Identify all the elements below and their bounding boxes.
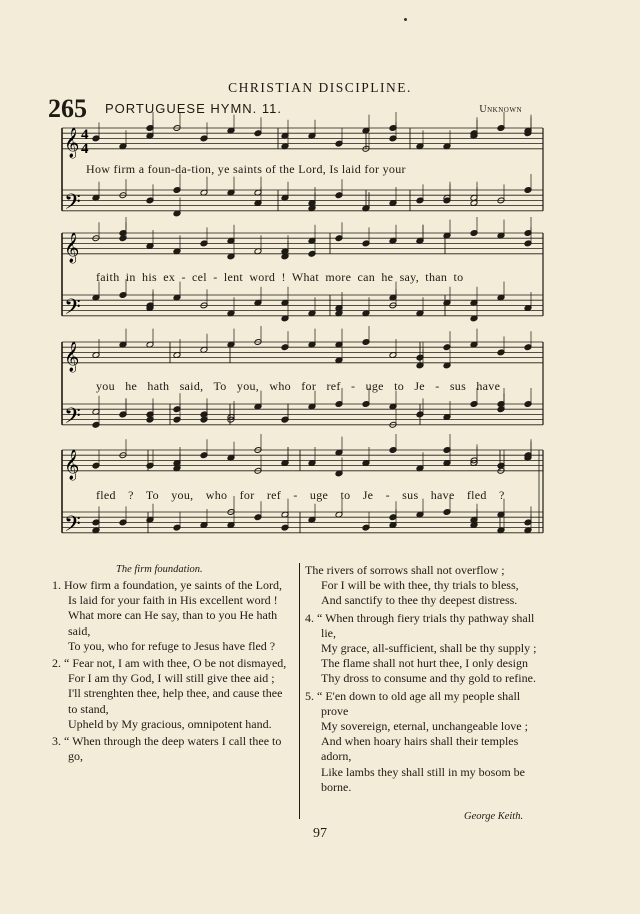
verse-line: To you, who for refuge to Jesus have fled ? xyxy=(68,638,276,653)
verse-line: 2. “ Fear not, I am with thee, O be not dismayed, xyxy=(52,656,287,671)
verse-line: My sovereign, eternal, unchangeable love ; xyxy=(321,719,528,734)
verse-3-continued xyxy=(305,563,547,609)
verse-line: 5. “ E'en down to old age all my people shall prove xyxy=(305,688,521,718)
verse-line: The rivers of sorrows shall not overflow ; xyxy=(305,563,505,577)
clef-symbol: 𝄢 xyxy=(64,403,81,434)
verse-line: Thy dross to consume and thy gold to refine. xyxy=(321,671,536,686)
verse-line: 3. “ When through the deep waters I call thee to go, xyxy=(52,734,282,764)
verse-heading: The firm foundation. xyxy=(116,564,203,575)
lyric-line-3: you he hath said, To you, who for ref - uge to Je - sus have xyxy=(96,379,501,393)
clef-symbol: 𝄢 xyxy=(64,294,81,325)
verse-1 xyxy=(52,578,294,654)
verse-line: Like lambs they shall still in my bosom be borne. xyxy=(321,764,525,794)
verse-line: Upheld by My gracious, omnipotent hand. xyxy=(68,716,272,731)
column-divider xyxy=(299,563,300,819)
clef-symbol: 𝄞 xyxy=(64,127,80,158)
time-signature-top: 4 xyxy=(81,127,89,143)
verse-4 xyxy=(305,611,547,687)
author-attribution: George Keith. xyxy=(464,811,524,822)
clef-symbol: 𝄞 xyxy=(64,449,80,480)
lyric-line-4: fled ? To you, who for ref - uge to Je - sus have fled ? xyxy=(96,488,505,502)
lyric-line-1: How firm a foun-da-tion, ye saints of the Lord, Is laid for your xyxy=(86,162,406,176)
clef-symbol: 𝄞 xyxy=(64,232,80,263)
verse-3 xyxy=(52,734,294,764)
verses-right-column xyxy=(305,563,547,797)
verse-line: The flame shall not hurt thee, I only design xyxy=(321,656,528,671)
page-number: 97 xyxy=(313,826,327,841)
verse-line: And when hoary hairs shall their temples adorn, xyxy=(321,734,519,764)
clef-symbol: 𝄢 xyxy=(64,189,81,220)
section-title: CHRISTIAN DISCIPLINE. xyxy=(228,80,412,95)
verse-line: I'll strenghten thee, help thee, and cause thee to stand, xyxy=(68,686,283,716)
clef-symbols xyxy=(64,127,81,542)
time-signature-bottom: 4 xyxy=(81,141,89,157)
clef-symbol: 𝄞 xyxy=(64,341,80,372)
staff-lines xyxy=(62,128,543,533)
verse-5 xyxy=(305,689,547,795)
verse-line: 4. “ When through fiery trials thy pathway shall lie, xyxy=(305,610,535,640)
verse-line: For I will be with thee, thy trials to bless, xyxy=(321,578,519,593)
verse-2 xyxy=(52,656,294,732)
composer-credit: Unknown xyxy=(479,104,522,115)
verse-line: 1. How firm a foundation, ye saints of the Lord, xyxy=(52,578,282,592)
hymn-number: 265 xyxy=(48,94,87,123)
verse-line: What more can He say, than to you He hath said, xyxy=(68,608,278,638)
verse-line: For I am thy God, I will still give thee aid ; xyxy=(68,671,275,686)
verses-left-column xyxy=(52,578,294,766)
lyric-line-2: faith in his ex - cel - lent word ! What more can he say, than to xyxy=(96,270,464,284)
verse-line: My grace, all-sufficient, shall be thy supply ; xyxy=(321,641,537,656)
tune-name: PORTUGUESE HYMN. 11. xyxy=(105,101,282,116)
verse-line: Is laid for your faith in His excellent word ! xyxy=(68,593,278,608)
clef-symbol: 𝄢 xyxy=(64,511,81,542)
verse-line: And sanctify to thee thy deepest distress. xyxy=(321,593,518,608)
